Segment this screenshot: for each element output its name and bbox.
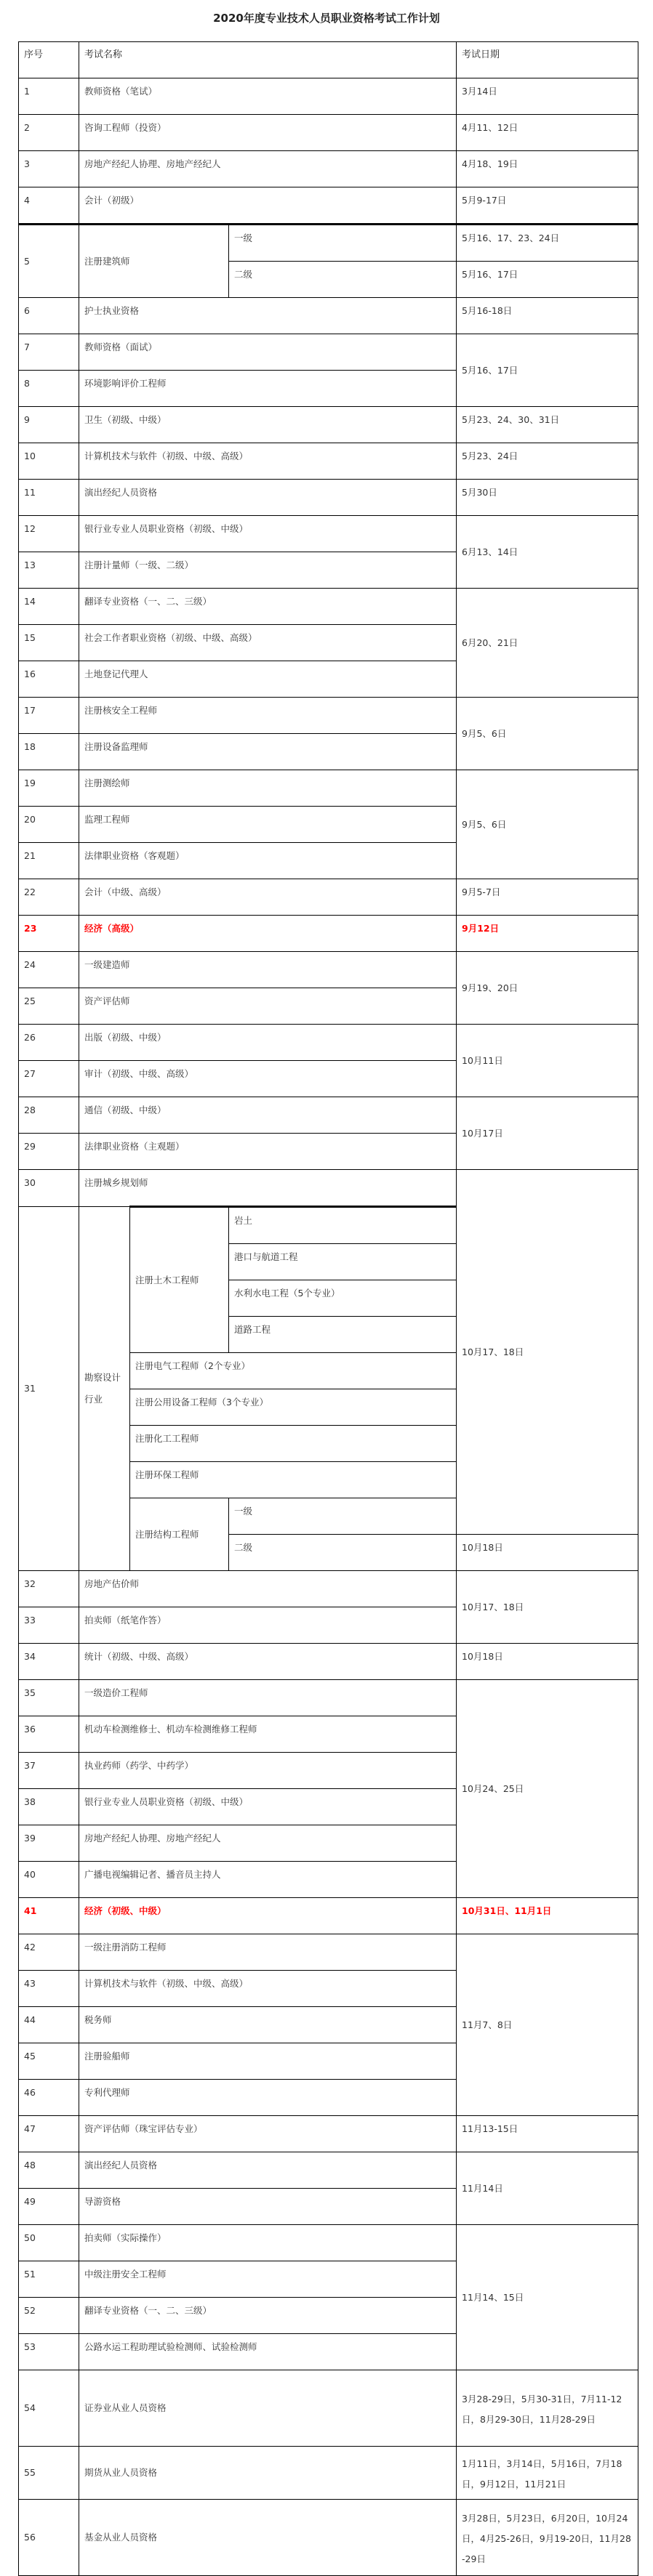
exam-date-cell: 10月17、18日 xyxy=(457,1170,638,1535)
exam-name-cell: 环境影响评价工程师 xyxy=(79,371,457,407)
seq-cell: 38 xyxy=(19,1789,79,1825)
seq-cell: 42 xyxy=(19,1934,79,1971)
seq-cell: 20 xyxy=(19,807,79,843)
seq-cell: 29 xyxy=(19,1134,79,1170)
seq-cell: 19 xyxy=(19,770,79,807)
seq-cell: 22 xyxy=(19,879,79,916)
exam-name-cell: 审计（初级、中级、高级） xyxy=(79,1061,457,1097)
seq-cell: 52 xyxy=(19,2298,79,2334)
exam-name-cell: 会计（中级、高级） xyxy=(79,879,457,916)
table-row xyxy=(19,78,638,115)
exam-name-cell: 注册公用设备工程师（3个专业） xyxy=(130,1389,457,1426)
exam-name-cell: 银行业专业人员职业资格（初级、中级） xyxy=(79,516,457,552)
seq-cell: 21 xyxy=(19,843,79,879)
table-row xyxy=(19,407,638,443)
exam-name-cell: 翻译专业资格（一、二、三级） xyxy=(79,2298,457,2334)
seq-cell: 9 xyxy=(19,407,79,443)
seq-cell: 34 xyxy=(19,1644,79,1680)
seq-cell: 13 xyxy=(19,552,79,589)
exam-level-cell: 一级 xyxy=(229,225,457,262)
exam-name-cell: 经济（初级、中级） xyxy=(79,1898,457,1934)
seq-cell: 6 xyxy=(19,298,79,334)
seq-cell: 7 xyxy=(19,334,79,371)
seq-cell: 12 xyxy=(19,516,79,552)
exam-name-cell: 通信（初级、中级） xyxy=(79,1097,457,1134)
exam-name-cell: 注册土木工程师 xyxy=(130,1207,229,1353)
exam-name-cell: 教师资格（面试） xyxy=(79,334,457,371)
seq-cell: 50 xyxy=(19,2225,79,2261)
table-row xyxy=(19,2152,638,2189)
seq-cell: 2 xyxy=(19,115,79,151)
seq-cell: 27 xyxy=(19,1061,79,1097)
exam-date-cell: 3月14日 xyxy=(457,78,638,115)
exam-name-cell: 房地产估价师 xyxy=(79,1571,457,1607)
exam-date-cell: 10月31日、11月1日 xyxy=(457,1898,638,1934)
table-row xyxy=(19,2447,638,2500)
exam-date-cell: 9月19、20日 xyxy=(457,952,638,1025)
exam-name-cell: 公路水运工程助理试验检测师、试验检测师 xyxy=(79,2334,457,2370)
exam-date-cell: 5月9-17日 xyxy=(457,187,638,225)
seq-cell: 5 xyxy=(19,225,79,298)
exam-name-cell: 期货从业人员资格 xyxy=(79,2447,457,2500)
table-row xyxy=(19,334,638,371)
exam-date-cell: 11月13-15日 xyxy=(457,2116,638,2152)
exam-name-cell: 注册设备监理师 xyxy=(79,734,457,770)
exam-name-cell: 房地产经纪人协理、房地产经纪人 xyxy=(79,1825,457,1862)
exam-name-cell: 一级注册消防工程师 xyxy=(79,1934,457,1971)
exam-date-cell: 11月14日 xyxy=(457,2152,638,2225)
exam-name-cell: 注册建筑师 xyxy=(79,225,229,298)
exam-name-cell: 监理工程师 xyxy=(79,807,457,843)
exam-date-cell: 6月13、14日 xyxy=(457,516,638,589)
seq-cell: 54 xyxy=(19,2370,79,2447)
table-row xyxy=(19,480,638,516)
table-row xyxy=(19,225,638,262)
exam-name-cell: 社会工作者职业资格（初级、中级、高级） xyxy=(79,625,457,661)
table-row xyxy=(19,443,638,480)
exam-date-cell: 5月16、17日 xyxy=(457,262,638,298)
exam-name-cell: 经济（高级） xyxy=(79,916,457,952)
header-exam-name: 考试名称 xyxy=(79,42,457,78)
exam-date-cell: 3月28-29日，5月30-31日，7月11-12日，8月29-30日，11月28-29日 xyxy=(457,2370,638,2447)
exam-name-cell: 注册化工工程师 xyxy=(130,1426,457,1462)
seq-cell: 37 xyxy=(19,1753,79,1789)
exam-name-cell: 土地登记代理人 xyxy=(79,661,457,698)
exam-date-cell: 6月20、21日 xyxy=(457,589,638,698)
table-row xyxy=(19,298,638,334)
exam-date-cell: 9月5、6日 xyxy=(457,698,638,770)
seq-cell: 25 xyxy=(19,988,79,1025)
seq-cell: 23 xyxy=(19,916,79,952)
exam-date-cell: 5月16-18日 xyxy=(457,298,638,334)
table-row xyxy=(19,1898,638,1934)
exam-name-cell: 法律职业资格（主观题） xyxy=(79,1134,457,1170)
seq-cell: 31 xyxy=(19,1207,79,1571)
seq-cell: 33 xyxy=(19,1607,79,1644)
category-cell: 勘察设计行业 xyxy=(79,1207,130,1571)
exam-name-cell: 专利代理师 xyxy=(79,2080,457,2116)
exam-name-cell: 资产评估师（珠宝评估专业） xyxy=(79,2116,457,2152)
exam-name-cell: 统计（初级、中级、高级） xyxy=(79,1644,457,1680)
seq-cell: 4 xyxy=(19,187,79,225)
exam-name-cell: 注册验船师 xyxy=(79,2043,457,2080)
exam-date-cell: 10月18日 xyxy=(457,1644,638,1680)
table-row xyxy=(19,151,638,187)
seq-cell: 39 xyxy=(19,1825,79,1862)
exam-name-cell: 广播电视编辑记者、播音员主持人 xyxy=(79,1862,457,1898)
table-row xyxy=(19,516,638,552)
exam-name-cell: 税务师 xyxy=(79,2007,457,2043)
exam-name-cell: 机动车检测维修士、机动车检测维修工程师 xyxy=(79,1716,457,1753)
exam-name-cell: 翻译专业资格（一、二、三级） xyxy=(79,589,457,625)
exam-date-cell: 9月5、6日 xyxy=(457,770,638,879)
exam-name-cell: 银行业专业人员职业资格（初级、中级） xyxy=(79,1789,457,1825)
table-row xyxy=(19,770,638,807)
exam-name-cell: 一级造价工程师 xyxy=(79,1680,457,1716)
seq-cell: 36 xyxy=(19,1716,79,1753)
exam-name-cell: 证券业从业人员资格 xyxy=(79,2370,457,2447)
table-row xyxy=(19,589,638,625)
table-row xyxy=(19,1170,638,1207)
table-row xyxy=(19,952,638,988)
exam-name-cell: 教师资格（笔试） xyxy=(79,78,457,115)
seq-cell: 47 xyxy=(19,2116,79,2152)
seq-cell: 40 xyxy=(19,1862,79,1898)
exam-name-cell: 会计（初级） xyxy=(79,187,457,225)
exam-date-cell: 11月14、15日 xyxy=(457,2225,638,2370)
exam-date-cell: 10月17日 xyxy=(457,1097,638,1170)
table-row xyxy=(19,698,638,734)
exam-name-cell: 演出经纪人员资格 xyxy=(79,2152,457,2189)
table-row xyxy=(19,916,638,952)
exam-name-cell: 护士执业资格 xyxy=(79,298,457,334)
exam-schedule-table xyxy=(18,41,638,2576)
exam-name-cell: 中级注册安全工程师 xyxy=(79,2261,457,2298)
seq-cell: 44 xyxy=(19,2007,79,2043)
exam-date-cell: 5月23、24日 xyxy=(457,443,638,480)
seq-cell: 43 xyxy=(19,1971,79,2007)
table-row xyxy=(19,1934,638,1971)
table-row xyxy=(19,2370,638,2447)
seq-cell: 35 xyxy=(19,1680,79,1716)
exam-date-cell: 9月5-7日 xyxy=(457,879,638,916)
seq-cell: 55 xyxy=(19,2447,79,2500)
exam-name-cell: 咨询工程师（投资） xyxy=(79,115,457,151)
table-row xyxy=(19,115,638,151)
exam-date-cell: 5月30日 xyxy=(457,480,638,516)
table-row xyxy=(19,2116,638,2152)
exam-name-cell: 注册城乡规划师 xyxy=(79,1170,457,1207)
exam-date-cell: 4月11、12日 xyxy=(457,115,638,151)
page-title: 2020年度专业技术人员职业资格考试工作计划 xyxy=(213,12,440,25)
seq-cell: 17 xyxy=(19,698,79,734)
header-seq: 序号 xyxy=(19,42,79,78)
seq-cell: 1 xyxy=(19,78,79,115)
table-row xyxy=(19,2500,638,2576)
exam-name-cell: 注册电气工程师（2个专业） xyxy=(130,1353,457,1389)
seq-cell: 24 xyxy=(19,952,79,988)
exam-date-cell: 1月11日，3月14日，5月16日，7月18日，9月12日，11月21日 xyxy=(457,2447,638,2500)
seq-cell: 48 xyxy=(19,2152,79,2189)
seq-cell: 8 xyxy=(19,371,79,407)
table-row xyxy=(19,1680,638,1716)
seq-cell: 10 xyxy=(19,443,79,480)
exam-name-cell: 资产评估师 xyxy=(79,988,457,1025)
exam-name-cell: 拍卖师（实际操作） xyxy=(79,2225,457,2261)
seq-cell: 3 xyxy=(19,151,79,187)
exam-name-cell: 基金从业人员资格 xyxy=(79,2500,457,2576)
table-row xyxy=(19,1644,638,1680)
exam-date-cell: 3月28日，5月23日，6月20日，10月24日，4月25-26日，9月19-20日，11月28-29日 xyxy=(457,2500,638,2576)
exam-subject-cell: 水利水电工程（5个专业） xyxy=(229,1280,457,1317)
exam-schedule-body xyxy=(19,42,638,2576)
exam-subject-cell: 港口与航道工程 xyxy=(229,1244,457,1280)
exam-date-cell: 11月7、8日 xyxy=(457,1934,638,2116)
seq-cell: 15 xyxy=(19,625,79,661)
seq-cell: 28 xyxy=(19,1097,79,1134)
exam-date-cell: 9月12日 xyxy=(457,916,638,952)
seq-cell: 18 xyxy=(19,734,79,770)
seq-cell: 45 xyxy=(19,2043,79,2080)
table-row xyxy=(19,879,638,916)
exam-name-cell: 计算机技术与软件（初级、中级、高级） xyxy=(79,443,457,480)
exam-date-cell: 5月16、17日 xyxy=(457,334,638,407)
exam-date-cell: 10月11日 xyxy=(457,1025,638,1097)
exam-name-cell: 卫生（初级、中级） xyxy=(79,407,457,443)
seq-cell: 16 xyxy=(19,661,79,698)
seq-cell: 41 xyxy=(19,1898,79,1934)
exam-name-cell: 一级建造师 xyxy=(79,952,457,988)
exam-name-cell: 导游资格 xyxy=(79,2189,457,2225)
seq-cell: 53 xyxy=(19,2334,79,2370)
exam-subject-cell: 岩土 xyxy=(229,1207,457,1244)
exam-name-cell: 拍卖师（纸笔作答） xyxy=(79,1607,457,1644)
table-row xyxy=(19,1571,638,1607)
seq-cell: 26 xyxy=(19,1025,79,1061)
seq-cell: 11 xyxy=(19,480,79,516)
table-row xyxy=(19,187,638,225)
exam-subject-cell: 道路工程 xyxy=(229,1317,457,1353)
seq-cell: 56 xyxy=(19,2500,79,2576)
exam-date-cell: 10月18日 xyxy=(457,1535,638,1571)
seq-cell: 30 xyxy=(19,1170,79,1207)
exam-name-cell: 注册计量师（一级、二级） xyxy=(79,552,457,589)
table-row xyxy=(19,2225,638,2261)
header-exam-date: 考试日期 xyxy=(457,42,638,78)
exam-subject-cell: 一级 xyxy=(229,1498,457,1535)
exam-name-cell: 出版（初级、中级） xyxy=(79,1025,457,1061)
exam-name-cell: 法律职业资格（客观题） xyxy=(79,843,457,879)
seq-cell: 32 xyxy=(19,1571,79,1607)
exam-level-cell: 二级 xyxy=(229,262,457,298)
exam-date-cell: 5月16、17、23、24日 xyxy=(457,225,638,262)
exam-date-cell: 5月23、24、30、31日 xyxy=(457,407,638,443)
exam-name-cell: 注册核安全工程师 xyxy=(79,698,457,734)
exam-date-cell: 10月24、25日 xyxy=(457,1680,638,1898)
exam-name-cell: 注册结构工程师 xyxy=(130,1498,229,1571)
exam-name-cell: 注册测绘师 xyxy=(79,770,457,807)
exam-name-cell: 房地产经纪人协理、房地产经纪人 xyxy=(79,151,457,187)
seq-cell: 51 xyxy=(19,2261,79,2298)
exam-date-cell: 10月17、18日 xyxy=(457,1571,638,1644)
seq-cell: 46 xyxy=(19,2080,79,2116)
exam-name-cell: 执业药师（药学、中药学） xyxy=(79,1753,457,1789)
table-row xyxy=(19,1097,638,1134)
seq-cell: 49 xyxy=(19,2189,79,2225)
table-header-row xyxy=(19,42,638,78)
table-row xyxy=(19,1025,638,1061)
exam-subject-cell: 二级 xyxy=(229,1535,457,1571)
exam-date-cell: 4月18、19日 xyxy=(457,151,638,187)
exam-name-cell: 计算机技术与软件（初级、中级、高级） xyxy=(79,1971,457,2007)
seq-cell: 14 xyxy=(19,589,79,625)
exam-name-cell: 演出经纪人员资格 xyxy=(79,480,457,516)
exam-name-cell: 注册环保工程师 xyxy=(130,1462,457,1498)
